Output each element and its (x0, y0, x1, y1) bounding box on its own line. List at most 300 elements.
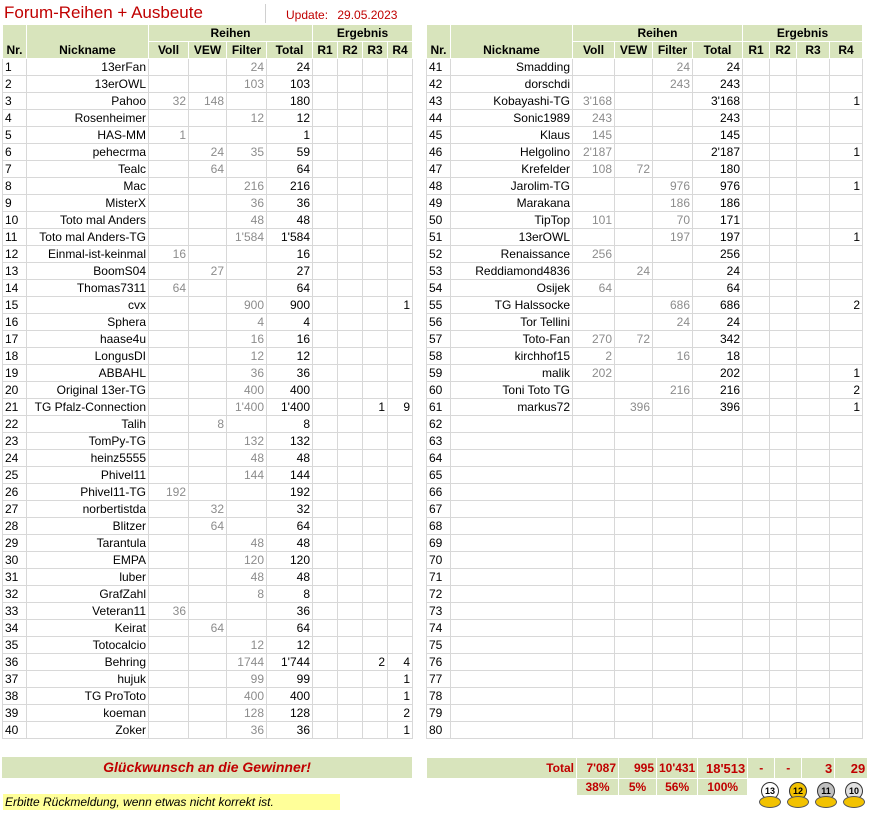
cell-r1 (313, 722, 338, 739)
cell-total: 1'584 (267, 229, 313, 246)
cell-r1 (313, 297, 338, 314)
cell-vew: 64 (189, 161, 227, 178)
cell-r3 (797, 484, 830, 501)
cell-nr: 16 (3, 314, 27, 331)
medal-11-label: 11 (817, 782, 835, 800)
cell-r1 (313, 127, 338, 144)
cell-r4 (830, 348, 863, 365)
cell-voll: 192 (149, 484, 189, 501)
cell-filter: 216 (653, 382, 693, 399)
cell-filter (653, 705, 693, 722)
cell-total: 103 (267, 76, 313, 93)
cell-r3 (797, 637, 830, 654)
cell-total: 686 (693, 297, 743, 314)
cell-nr: 80 (427, 722, 451, 739)
cell-vew (615, 535, 653, 552)
cell-r1 (743, 144, 770, 161)
cell-total: 36 (267, 722, 313, 739)
cell-total: 16 (267, 331, 313, 348)
cell-r1 (743, 671, 770, 688)
cell-vew: 24 (189, 144, 227, 161)
total-r3: 3 (802, 758, 835, 779)
cell-voll (149, 535, 189, 552)
medal-12-icon (784, 782, 810, 808)
table-row (427, 110, 863, 127)
cell-total: 197 (693, 229, 743, 246)
cell-nickname: TG Halssocke (451, 297, 573, 314)
cell-total: 243 (693, 110, 743, 127)
cell-vew (615, 127, 653, 144)
cell-voll (149, 569, 189, 586)
cell-filter (653, 127, 693, 144)
cell-r2 (770, 416, 797, 433)
cell-filter (653, 654, 693, 671)
cell-voll (573, 688, 615, 705)
cell-r3 (797, 195, 830, 212)
cell-nickname: EMPA (27, 552, 149, 569)
cell-r2 (770, 195, 797, 212)
cell-r1 (743, 535, 770, 552)
cell-nr: 64 (427, 450, 451, 467)
cell-voll: 64 (573, 280, 615, 297)
cell-nickname: Phivel11 (27, 467, 149, 484)
cell-r2 (338, 246, 363, 263)
cell-total: 64 (267, 161, 313, 178)
cell-voll: 101 (573, 212, 615, 229)
cell-nr: 59 (427, 365, 451, 382)
cell-r3 (363, 416, 388, 433)
table-row (3, 535, 413, 552)
medal-10-face (843, 796, 865, 808)
cell-r1 (313, 110, 338, 127)
cell-nr: 34 (3, 620, 27, 637)
cell-voll (149, 331, 189, 348)
header-vew: VEW (615, 42, 653, 59)
cell-nickname: Keirat (27, 620, 149, 637)
table-row (427, 93, 863, 110)
cell-nr: 39 (3, 705, 27, 722)
cell-filter (653, 144, 693, 161)
cell-voll (149, 671, 189, 688)
cell-vew (615, 246, 653, 263)
cell-voll (149, 229, 189, 246)
table-row (3, 433, 413, 450)
table-row (427, 637, 863, 654)
cell-r1 (313, 467, 338, 484)
cell-voll (573, 535, 615, 552)
cell-vew (615, 620, 653, 637)
cell-total (693, 671, 743, 688)
table-row (427, 365, 863, 382)
cell-filter (653, 586, 693, 603)
cell-nr: 52 (427, 246, 451, 263)
cell-r1 (313, 671, 338, 688)
cell-nr: 13 (3, 263, 27, 280)
table-row (427, 484, 863, 501)
cell-nr: 60 (427, 382, 451, 399)
cell-total: 64 (267, 620, 313, 637)
cell-total (693, 637, 743, 654)
cell-nickname: Toto mal Anders (27, 212, 149, 229)
cell-vew: 8 (189, 416, 227, 433)
table-row (3, 348, 413, 365)
cell-r1 (743, 654, 770, 671)
cell-nickname: Blitzer (27, 518, 149, 535)
cell-r2 (770, 348, 797, 365)
cell-nickname: koeman (27, 705, 149, 722)
cell-nickname (451, 688, 573, 705)
cell-vew: 32 (189, 501, 227, 518)
cell-r3 (797, 433, 830, 450)
cell-filter: 12 (227, 348, 267, 365)
cell-voll (149, 178, 189, 195)
table-row (3, 518, 413, 535)
cell-vew (615, 637, 653, 654)
table-row (3, 93, 413, 110)
table-row (3, 382, 413, 399)
cell-voll (149, 212, 189, 229)
cell-voll (573, 297, 615, 314)
cell-total: 400 (267, 382, 313, 399)
cell-nr: 4 (3, 110, 27, 127)
cell-r1 (313, 195, 338, 212)
cell-r4 (830, 331, 863, 348)
cell-r4 (388, 501, 413, 518)
congratulations-banner: Glückwunsch an die Gewinner! (2, 757, 412, 778)
cell-total: 12 (267, 348, 313, 365)
cell-r4 (830, 450, 863, 467)
cell-r1 (743, 450, 770, 467)
cell-r4 (830, 569, 863, 586)
header-r2: R2 (770, 42, 797, 59)
cell-r2 (338, 688, 363, 705)
cell-nickname: TG Pfalz-Connection (27, 399, 149, 416)
cell-r2 (770, 433, 797, 450)
cell-r3 (363, 569, 388, 586)
cell-filter: 103 (227, 76, 267, 93)
cell-r2 (338, 229, 363, 246)
cell-nr: 56 (427, 314, 451, 331)
cell-r3 (363, 93, 388, 110)
cell-r1 (743, 501, 770, 518)
table-row (427, 314, 863, 331)
cell-r4 (388, 586, 413, 603)
cell-r3 (797, 263, 830, 280)
cell-nickname (451, 637, 573, 654)
cell-voll (149, 382, 189, 399)
cell-r2 (338, 671, 363, 688)
cell-total (693, 654, 743, 671)
cell-nr: 50 (427, 212, 451, 229)
cell-r1 (743, 416, 770, 433)
cell-r3: 1 (363, 399, 388, 416)
table-row (3, 484, 413, 501)
cell-voll (149, 688, 189, 705)
cell-r2 (338, 518, 363, 535)
cell-r2 (338, 178, 363, 195)
cell-r1 (313, 569, 338, 586)
cell-r2 (338, 450, 363, 467)
cell-filter (653, 620, 693, 637)
header-nickname: Nickname (451, 25, 573, 59)
table-row (427, 144, 863, 161)
cell-nr: 18 (3, 348, 27, 365)
cell-r2 (770, 93, 797, 110)
cell-r1 (743, 705, 770, 722)
cell-r2 (338, 280, 363, 297)
cell-filter (653, 552, 693, 569)
cell-vew (615, 433, 653, 450)
cell-nr: 68 (427, 518, 451, 535)
cell-total: 24 (693, 314, 743, 331)
cell-nickname: hujuk (27, 671, 149, 688)
cell-r2 (770, 535, 797, 552)
cell-r3 (363, 178, 388, 195)
cell-r1 (743, 688, 770, 705)
cell-r1 (313, 586, 338, 603)
cell-nickname: kirchhof15 (451, 348, 573, 365)
cell-total (693, 705, 743, 722)
cell-voll (149, 263, 189, 280)
cell-vew (189, 654, 227, 671)
cell-r3 (797, 382, 830, 399)
cell-r4: 1 (388, 297, 413, 314)
cell-vew (189, 382, 227, 399)
cell-voll (149, 297, 189, 314)
cell-r2 (770, 586, 797, 603)
cell-r2 (770, 212, 797, 229)
cell-total: 180 (693, 161, 743, 178)
cell-r2 (338, 144, 363, 161)
cell-vew (615, 382, 653, 399)
cell-nr: 63 (427, 433, 451, 450)
pct-vew: 5% (619, 779, 657, 796)
cell-r3 (797, 535, 830, 552)
cell-r3 (363, 501, 388, 518)
cell-r4 (830, 110, 863, 127)
table-row (427, 722, 863, 739)
cell-nickname: Klaus (451, 127, 573, 144)
cell-r2 (770, 127, 797, 144)
cell-total: 36 (267, 365, 313, 382)
cell-r2 (770, 399, 797, 416)
cell-r3 (363, 314, 388, 331)
cell-r3 (363, 212, 388, 229)
cell-vew (615, 178, 653, 195)
cell-r2 (770, 59, 797, 76)
cell-r1 (313, 450, 338, 467)
cell-r1 (313, 59, 338, 76)
total-r1: - (748, 758, 775, 779)
cell-total: 180 (267, 93, 313, 110)
cell-total: 64 (267, 280, 313, 297)
pct-voll: 38% (577, 779, 619, 796)
cell-filter (653, 93, 693, 110)
cell-total: 36 (267, 603, 313, 620)
cell-vew (189, 467, 227, 484)
cell-r1 (313, 161, 338, 178)
cell-nickname (451, 467, 573, 484)
cell-r1 (313, 76, 338, 93)
cell-r4 (388, 450, 413, 467)
cell-nickname: Marakana (451, 195, 573, 212)
table-row (427, 620, 863, 637)
cell-nr: 33 (3, 603, 27, 620)
cell-r4 (830, 620, 863, 637)
cell-filter: 120 (227, 552, 267, 569)
table-row (3, 586, 413, 603)
cell-nickname: Smadding (451, 59, 573, 76)
cell-filter: 24 (653, 314, 693, 331)
cell-total: 192 (267, 484, 313, 501)
cell-r3 (363, 671, 388, 688)
cell-voll (573, 399, 615, 416)
cell-total: 171 (693, 212, 743, 229)
cell-r4 (388, 348, 413, 365)
cell-r1 (743, 59, 770, 76)
cell-voll (573, 314, 615, 331)
cell-r1 (743, 569, 770, 586)
medal-11-face (815, 796, 837, 808)
cell-vew (189, 280, 227, 297)
cell-nr: 77 (427, 671, 451, 688)
cell-nr: 26 (3, 484, 27, 501)
cell-r4 (830, 59, 863, 76)
cell-r1 (743, 76, 770, 93)
cell-total: 59 (267, 144, 313, 161)
cell-total: 24 (267, 59, 313, 76)
table-row (427, 569, 863, 586)
update-date: 29.05.2023 (337, 8, 398, 22)
cell-r4 (388, 246, 413, 263)
cell-filter: 36 (227, 365, 267, 382)
cell-r2 (338, 399, 363, 416)
cell-nr: 55 (427, 297, 451, 314)
cell-voll (573, 552, 615, 569)
cell-filter: 36 (227, 195, 267, 212)
medal-12-label: 12 (789, 782, 807, 800)
cell-vew (615, 110, 653, 127)
cell-r4 (388, 382, 413, 399)
cell-filter (653, 433, 693, 450)
cell-r2 (770, 246, 797, 263)
cell-r2 (770, 314, 797, 331)
cell-nr: 32 (3, 586, 27, 603)
cell-vew (189, 178, 227, 195)
cell-r2 (338, 620, 363, 637)
cell-nickname: Tealc (27, 161, 149, 178)
cell-r2 (338, 535, 363, 552)
cell-vew (615, 212, 653, 229)
cell-r2 (770, 467, 797, 484)
cell-voll (573, 229, 615, 246)
cell-r4 (388, 110, 413, 127)
cell-filter (653, 331, 693, 348)
cell-filter (653, 501, 693, 518)
cell-filter (653, 637, 693, 654)
cell-r3 (363, 620, 388, 637)
cell-voll: 243 (573, 110, 615, 127)
cell-nickname (451, 671, 573, 688)
cell-r1 (313, 382, 338, 399)
table-row (3, 399, 413, 416)
cell-total: 36 (267, 195, 313, 212)
cell-voll (573, 433, 615, 450)
cell-r4 (388, 263, 413, 280)
cell-voll (573, 569, 615, 586)
cell-r3 (363, 280, 388, 297)
cell-voll (573, 637, 615, 654)
cell-vew (189, 76, 227, 93)
total-vew: 995 (619, 758, 657, 779)
cell-voll (149, 552, 189, 569)
cell-voll (149, 59, 189, 76)
cell-voll: 2 (573, 348, 615, 365)
cell-nr: 1 (3, 59, 27, 76)
cell-nickname: GrafZahl (27, 586, 149, 603)
cell-r1 (743, 331, 770, 348)
cell-r2 (770, 450, 797, 467)
cell-voll (573, 416, 615, 433)
cell-r2 (338, 93, 363, 110)
cell-total: 128 (267, 705, 313, 722)
cell-vew (615, 586, 653, 603)
cell-vew: 396 (615, 399, 653, 416)
cell-r1 (313, 263, 338, 280)
cell-r4 (830, 501, 863, 518)
cell-r1 (313, 705, 338, 722)
cell-filter: 1'400 (227, 399, 267, 416)
cell-r4: 1 (830, 144, 863, 161)
cell-vew (615, 93, 653, 110)
cell-r3 (797, 212, 830, 229)
header-r3: R3 (363, 42, 388, 59)
cell-r2 (770, 705, 797, 722)
cell-r2 (770, 501, 797, 518)
cell-r2 (770, 365, 797, 382)
cell-filter: 70 (653, 212, 693, 229)
cell-filter (227, 93, 267, 110)
table-row (427, 518, 863, 535)
cell-r2 (770, 637, 797, 654)
cell-r3 (797, 450, 830, 467)
table-row (427, 399, 863, 416)
cell-voll (573, 382, 615, 399)
cell-r4 (830, 484, 863, 501)
cell-r3 (797, 110, 830, 127)
table-row (427, 586, 863, 603)
table-row (427, 671, 863, 688)
cell-vew (615, 450, 653, 467)
cell-total: 27 (267, 263, 313, 280)
cell-voll (149, 433, 189, 450)
table-row (3, 76, 413, 93)
cell-vew (615, 76, 653, 93)
cell-nickname: Behring (27, 654, 149, 671)
cell-r2 (338, 569, 363, 586)
cell-total: 16 (267, 246, 313, 263)
cell-nr: 21 (3, 399, 27, 416)
cell-r1 (743, 365, 770, 382)
cell-nr: 62 (427, 416, 451, 433)
cell-r3 (797, 586, 830, 603)
cell-total: 396 (693, 399, 743, 416)
cell-nr: 41 (427, 59, 451, 76)
cell-r4 (388, 212, 413, 229)
cell-filter: 400 (227, 688, 267, 705)
header-total: Total (267, 42, 313, 59)
cell-vew (189, 195, 227, 212)
